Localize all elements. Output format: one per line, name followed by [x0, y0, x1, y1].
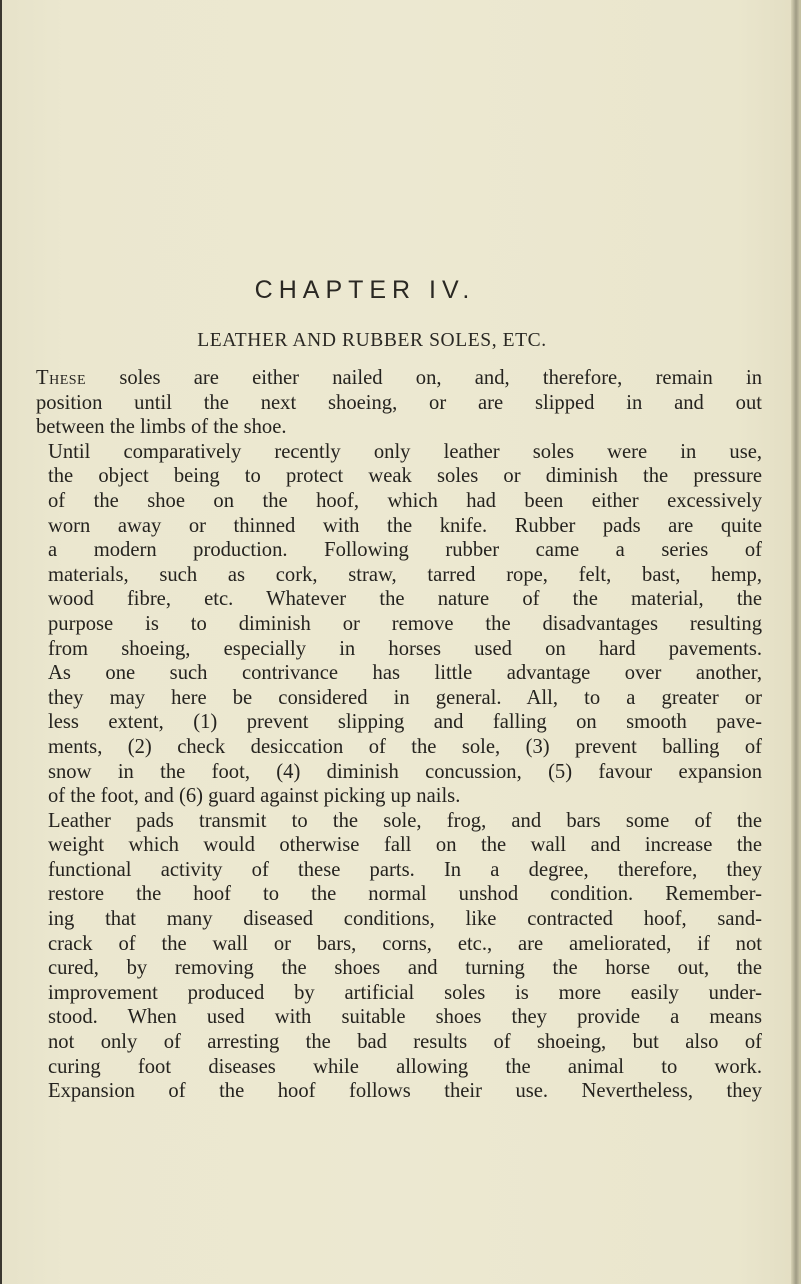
text-line: improvement produced by artificial soles is more easily under- [48, 981, 762, 1004]
text-line: of the foot, and (6) guard against picking up nails. [48, 785, 461, 808]
text-line: less extent, (1) prevent slipping and falling on smooth pave- [48, 711, 762, 734]
text-line: position until the next shoeing, or are slipped in and out [36, 391, 762, 414]
text-line: ing that many diseased conditions, like contracted hoof, sand- [48, 908, 762, 931]
text-line [36, 366, 762, 391]
text-line: weight which would otherwise fall on the wall and increase the [48, 834, 762, 857]
text-line: they may here be considered in general. All, to a greater or [48, 686, 762, 709]
text-line: cured, by removing the shoes and turning the horse out, the [48, 957, 762, 980]
line-text: soles are either nailed on, and, therefore, remain in [86, 367, 762, 389]
paragraph-1 [36, 366, 762, 440]
text-line: purpose is to diminish or remove the disadvantages resulting [48, 612, 762, 635]
lead-word: These [36, 367, 87, 389]
text-line: curing foot diseases while allowing the animal to work. [48, 1055, 762, 1078]
page-left-edge [0, 0, 2, 1284]
text-line: snow in the foot, (4) diminish concussion, (5) favour expansion [48, 760, 762, 783]
text-line: functional activity of these parts. In a degree, therefore, they [48, 858, 762, 881]
text-line: of the shoe on the hoof, which had been either excessively [48, 489, 762, 512]
text-line: As one such contrivance has little advantage over another, [48, 662, 762, 685]
text-line: the object being to protect weak soles or diminish the pressure [48, 465, 762, 488]
text-line: Expansion of the hoof follows their use. Nevertheless, they [48, 1080, 762, 1103]
text-line: a modern production. Following rubber came a series of [48, 539, 762, 562]
text-line: Until comparatively recently only leather soles were in use, [48, 440, 762, 463]
paragraph-2 [36, 440, 762, 809]
text-line: Leather pads transmit to the sole, frog, and bars some of the [48, 809, 762, 832]
page-right-edge [791, 0, 801, 1284]
paragraph-3 [36, 809, 762, 1104]
text-line: materials, such as cork, straw, tarred rope, felt, bast, hemp, [48, 563, 762, 586]
text-line: restore the hoof to the normal unshod condition. Remember- [48, 883, 762, 906]
chapter-subtitle: LEATHER AND RUBBER SOLES, ETC. [197, 330, 547, 351]
text-line: ments, (2) check desiccation of the sole, (3) prevent balling of [48, 735, 762, 758]
text-line: between the limbs of the shoe. [36, 416, 287, 439]
text-line: worn away or thinned with the knife. Rubber pads are quite [48, 514, 762, 537]
text-line: from shoeing, especially in horses used on hard pavements. [48, 637, 762, 660]
text-line: stood. When used with suitable shoes they provide a means [48, 1006, 762, 1029]
body-text [36, 366, 762, 1104]
text-line: crack of the wall or bars, corns, etc., are ameliorated, if not [48, 932, 762, 955]
text-line: not only of arresting the bad results of shoeing, but also of [48, 1031, 762, 1054]
text-line: wood fibre, etc. Whatever the nature of the material, the [48, 588, 762, 611]
chapter-title: CHAPTER IV. [254, 276, 476, 304]
